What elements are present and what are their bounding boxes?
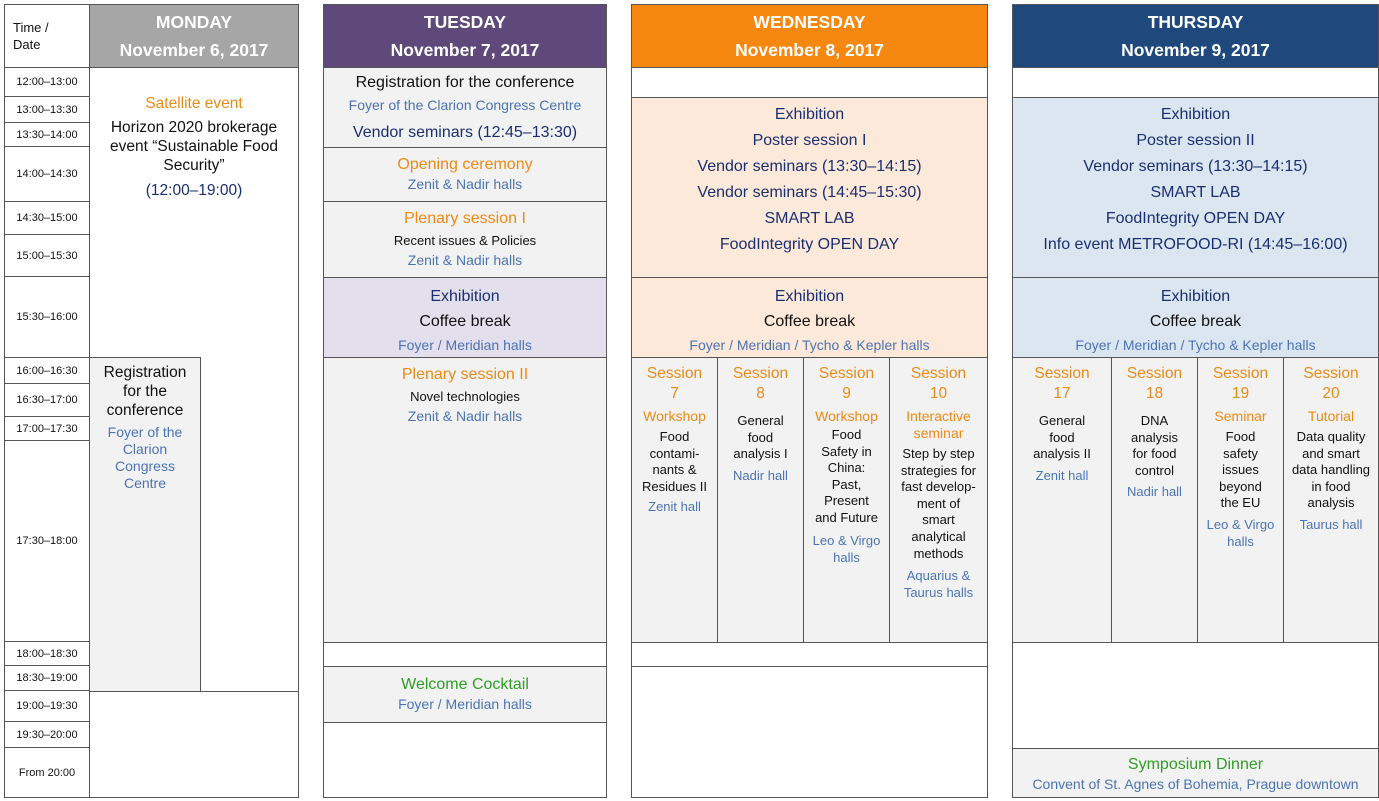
session-type: Workshop: [815, 408, 878, 424]
vendor-seminars: [1083, 154, 1307, 180]
day-header-wednesday: [631, 4, 988, 68]
session-18: [1111, 357, 1198, 643]
session-number: 17: [1053, 385, 1071, 402]
vendor-seminars-1: [697, 154, 921, 180]
info-time: (14:45–16:00): [1247, 236, 1348, 253]
day-date: November 7, 2017: [390, 40, 540, 60]
vendor-label: Vendor seminars: [697, 158, 818, 175]
exhibition-label: Exhibition: [1160, 106, 1231, 123]
session-hall: Leo & Virgo halls: [812, 532, 881, 565]
smart-lab: SMART LAB: [764, 210, 855, 227]
exhibition-label: Exhibition: [774, 106, 845, 123]
coffee-label: Coffee break: [763, 313, 856, 330]
tuesday-plenary-1: [323, 201, 607, 278]
session-title: Data quality and smart data handling in food analysis: [1291, 429, 1371, 511]
session-hall: Taurus hall: [1299, 516, 1363, 532]
tuesday-plenary-2: [323, 357, 607, 643]
session-type: Tutorial: [1307, 408, 1355, 424]
vendor-label: Vendor seminars: [697, 184, 818, 201]
coffee-place: Foyer / Meridian / Tycho & Kepler halls: [689, 337, 930, 353]
time-slot: 19:00–19:30: [4, 691, 90, 722]
dinner-title: Symposium Dinner: [1127, 756, 1264, 773]
plenary1-title: Plenary session I: [404, 210, 526, 227]
dinner-place: Convent of St. Agnes of Bohemia, Prague downtown: [1032, 776, 1359, 792]
session-title: General food analysis I: [733, 413, 788, 462]
coffee-place: Foyer / Meridian / Tycho & Kepler halls: [1075, 337, 1316, 353]
session-label: Session: [910, 365, 967, 382]
opening-title: Opening ceremony: [397, 156, 533, 173]
satellite-title: Satellite event: [145, 95, 243, 112]
session-title: General food analysis II: [1033, 413, 1091, 462]
tuesday-welcome-cocktail: [323, 666, 607, 723]
time-slot: 13:00–13:30: [4, 97, 90, 123]
thursday-evening-empty: [1012, 642, 1379, 749]
session-title: Food safety issues beyond the EU: [1219, 429, 1262, 511]
cocktail-place: Foyer / Meridian halls: [398, 696, 532, 712]
session-title: Step by step strategies for fast develop-ment of smart analytical methods: [900, 446, 977, 561]
day-date: November 6, 2017: [119, 40, 269, 60]
poster-session: Poster session I: [752, 132, 867, 149]
day-name: THURSDAY: [1147, 12, 1244, 32]
open-day: FoodIntegrity OPEN DAY: [719, 236, 900, 253]
session-number: 10: [929, 385, 948, 402]
time-slot: 15:00–15:30: [4, 235, 90, 277]
time-slot: 19:30–20:00: [4, 722, 90, 748]
day-header-tuesday: [323, 4, 607, 68]
time-slot: 14:30–15:00: [4, 202, 90, 235]
tuesday-evening-empty: [323, 722, 607, 798]
time-slot: 12:00–13:00: [4, 68, 90, 97]
session-hall: Nadir hall: [1127, 484, 1182, 500]
session-10: [889, 357, 988, 643]
vendor-label: Vendor seminars: [352, 124, 473, 141]
satellite-time: (12:00–19:00): [145, 182, 243, 199]
session-type: Workshop: [643, 408, 706, 424]
vendor-time: (14:45–15:30): [821, 184, 922, 201]
time-slot: From 20:00: [4, 748, 90, 798]
opening-place: Zenit & Nadir halls: [407, 176, 523, 192]
session-number: 18: [1145, 385, 1164, 402]
plenary1-place: Zenit & Nadir halls: [407, 252, 523, 268]
vendor-seminars: [353, 123, 577, 143]
session-20: [1283, 357, 1379, 643]
registration-title: Registration for the conference: [355, 74, 575, 91]
tuesday-coffee-break: [323, 277, 607, 358]
time-date-header: [4, 4, 90, 68]
vendor-label: Vendor seminars: [1083, 158, 1204, 175]
registration-place: Foyer of the Clarion Congress Centre: [348, 97, 582, 113]
session-17: [1012, 357, 1112, 643]
exhibition-label: Exhibition: [774, 288, 845, 305]
thursday-exhibition: [1012, 97, 1379, 278]
session-hall: Nadir hall: [733, 467, 788, 483]
vendor-time: (12:45–13:30): [477, 124, 578, 141]
info-label: Info event METROFOOD-RI: [1043, 236, 1244, 253]
session-label: Session: [1303, 365, 1359, 382]
monday-evening-empty: [89, 691, 299, 798]
wednesday-empty-slot: [631, 67, 988, 98]
session-number: 19: [1231, 385, 1250, 402]
plenary2-topic: Novel technologies: [410, 389, 520, 404]
thursday-coffee-break: [1012, 277, 1379, 358]
time-slot: 18:00–18:30: [4, 642, 90, 666]
session-label: Session: [1126, 365, 1183, 382]
session-9: [803, 357, 890, 643]
session-hall: Zenit hall: [648, 499, 701, 515]
session-label: Session: [1034, 365, 1090, 382]
info-event: [1043, 232, 1347, 258]
vendor-time: (13:30–14:15): [1207, 158, 1308, 175]
session-number: 20: [1322, 385, 1340, 402]
time-slot: 17:00–17:30: [4, 417, 90, 441]
time-slot: 14:00–14:30: [4, 147, 90, 202]
time-slot: 18:30–19:00: [4, 666, 90, 691]
session-label: Session: [1212, 365, 1269, 382]
plenary1-topic: Recent issues & Policies: [393, 233, 537, 248]
registration-place: Foyer of the Clarion Congress Centre: [107, 424, 183, 491]
wednesday-empty-slot: [631, 642, 988, 667]
wednesday-evening-empty: [631, 666, 988, 798]
time-slot: 17:30–18:00: [4, 441, 90, 642]
coffee-label: Coffee break: [1149, 313, 1242, 330]
wednesday-coffee-break: [631, 277, 988, 358]
coffee-label: Coffee break: [419, 313, 511, 330]
session-label: Session: [646, 365, 703, 382]
tuesday-empty-slot: [323, 642, 607, 667]
plenary2-place: Zenit & Nadir halls: [407, 408, 523, 424]
session-19: [1197, 357, 1284, 643]
session-number: 8: [756, 385, 765, 402]
session-label: Session: [818, 365, 875, 382]
session-hall: Zenit hall: [1035, 467, 1089, 483]
day-name: WEDNESDAY: [753, 12, 866, 32]
session-hall: Aquarius & Taurus halls: [903, 568, 974, 601]
session-title: DNA analysis for food control: [1131, 413, 1178, 478]
cocktail-title: Welcome Cocktail: [401, 676, 529, 693]
time-slot: 16:30–17:00: [4, 384, 90, 417]
session-8: [717, 357, 804, 643]
time-slot: 15:30–16:00: [4, 277, 90, 358]
day-name: MONDAY: [155, 12, 233, 32]
session-title: Food contami-nants & Residues II: [641, 429, 708, 494]
day-date: November 9, 2017: [1121, 40, 1270, 60]
thursday-empty-slot: [1012, 67, 1379, 98]
session-number: 9: [842, 385, 851, 402]
satellite-description: Horizon 2020 brokerage event “Sustainable Food Security”: [109, 119, 279, 174]
day-name: TUESDAY: [423, 12, 506, 32]
session-type: Seminar: [1214, 408, 1267, 424]
time-slot: 16:00–16:30: [4, 358, 90, 384]
tuesday-opening-ceremony: [323, 147, 607, 202]
vendor-seminars-2: [697, 180, 921, 206]
registration-title: Registration for the conference: [103, 364, 187, 419]
session-type: Interactive seminar: [906, 408, 971, 441]
time-slot: 13:30–14:00: [4, 123, 90, 147]
monday-registration: [89, 357, 201, 692]
date-label: Date: [13, 37, 41, 52]
session-hall: Leo & Virgo halls: [1206, 516, 1275, 549]
exhibition-label: Exhibition: [1160, 288, 1231, 305]
time-label: Time /: [13, 20, 49, 35]
smart-lab: SMART LAB: [1150, 184, 1241, 201]
day-date: November 8, 2017: [735, 40, 884, 60]
day-header-monday: [89, 4, 299, 68]
session-7: [631, 357, 718, 643]
session-label: Session: [732, 365, 789, 382]
thursday-symposium-dinner: [1012, 748, 1379, 798]
session-title: Food Safety in China: Past, Present and Future: [815, 427, 878, 525]
exhibition-label: Exhibition: [430, 288, 500, 305]
day-header-thursday: [1012, 4, 1379, 68]
plenary2-title: Plenary session II: [401, 366, 529, 383]
tuesday-registration: [323, 67, 607, 148]
session-number: 7: [670, 385, 679, 402]
coffee-place: Foyer / Meridian halls: [398, 337, 532, 353]
poster-session: Poster session II: [1136, 132, 1255, 149]
wednesday-exhibition: [631, 97, 988, 278]
open-day: FoodIntegrity OPEN DAY: [1105, 210, 1286, 227]
vendor-time: (13:30–14:15): [821, 158, 922, 175]
